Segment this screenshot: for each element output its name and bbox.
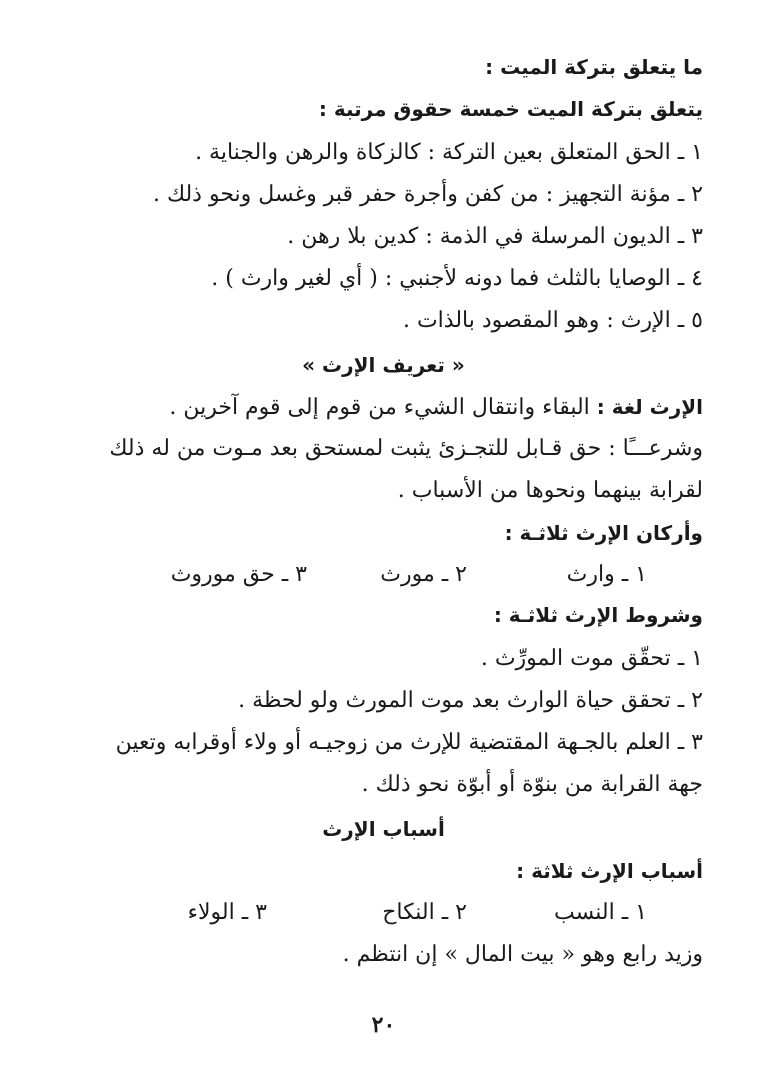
right-item-5: ٥ ـ الإرث : وهو المقصود بالذات . [402,308,703,333]
causes-title: أسباب الإرث ثلاثة : [516,859,703,883]
pillar-3: ٣ ـ حق موروث [170,562,307,587]
page-number: ٢٠ [371,1012,396,1038]
condition-3-continued: جهة القرابة من بنوّة أو أبوّة نحو ذلك . [361,772,703,797]
condition-1: ١ ـ تحقّق موت المورِّث . [480,646,703,671]
definition-sharia-line-1: وشرعـــًا : حق قـابل للتجـزئ يثبت لمستحق بعد مـوت من له ذلك [109,436,703,461]
extra-cause: وزيد رابع وهو « بيت المال » إن انتظم . [342,942,703,967]
pillar-2: ٢ ـ مورث [380,562,467,587]
definition-language-label: الإرث لغة : [596,395,703,419]
pillars-title: وأركان الإرث ثلاثـة : [504,521,703,545]
right-item-2: ٢ ـ مؤنة التجهيز : من كفن وأجرة حفر قبر وغسل ونحو ذلك . [152,182,703,207]
cause-3: ٣ ـ الولاء [187,900,267,925]
definition-sharia-line-2: لقرابة بينهما ونحوها من الأسباب . [397,478,703,503]
cause-2: ٢ ـ النكاح [382,900,467,925]
condition-3: ٣ ـ العلم بالجـهة المقتضية للإرث من زوجيـه أو ولاء أوقرابه وتعين [115,730,703,755]
definition-title: « تعريف الإرث » [302,353,465,377]
pillar-1: ١ ـ وارث [566,562,647,587]
condition-2: ٢ ـ تحقق حياة الوارث بعد موت المورث ولو لحظة . [238,688,703,713]
right-item-3: ٣ ـ الديون المرسلة في الذمة : كدين بلا رهن . [287,224,703,249]
definition-language-text: البقاء وانتقال الشيء من قوم إلى قوم آخرين . [169,395,590,420]
causes-heading: أسباب الإرث [322,817,445,841]
section-heading: ما يتعلق بتركة الميت : [485,55,703,79]
right-item-4: ٤ ـ الوصايا بالثلث فما دونه لأجنبي : ( أي لغير وارث ) . [211,266,703,291]
definition-language [169,392,703,423]
intro-line: يتعلق بتركة الميت خمسة حقوق مرتبة : [318,97,703,121]
cause-1: ١ ـ النسب [554,900,647,925]
right-item-1: ١ ـ الحق المتعلق بعين التركة : كالزكاة والرهن والجناية . [195,140,703,165]
conditions-title: وشروط الإرث ثلاثـة : [493,603,703,627]
